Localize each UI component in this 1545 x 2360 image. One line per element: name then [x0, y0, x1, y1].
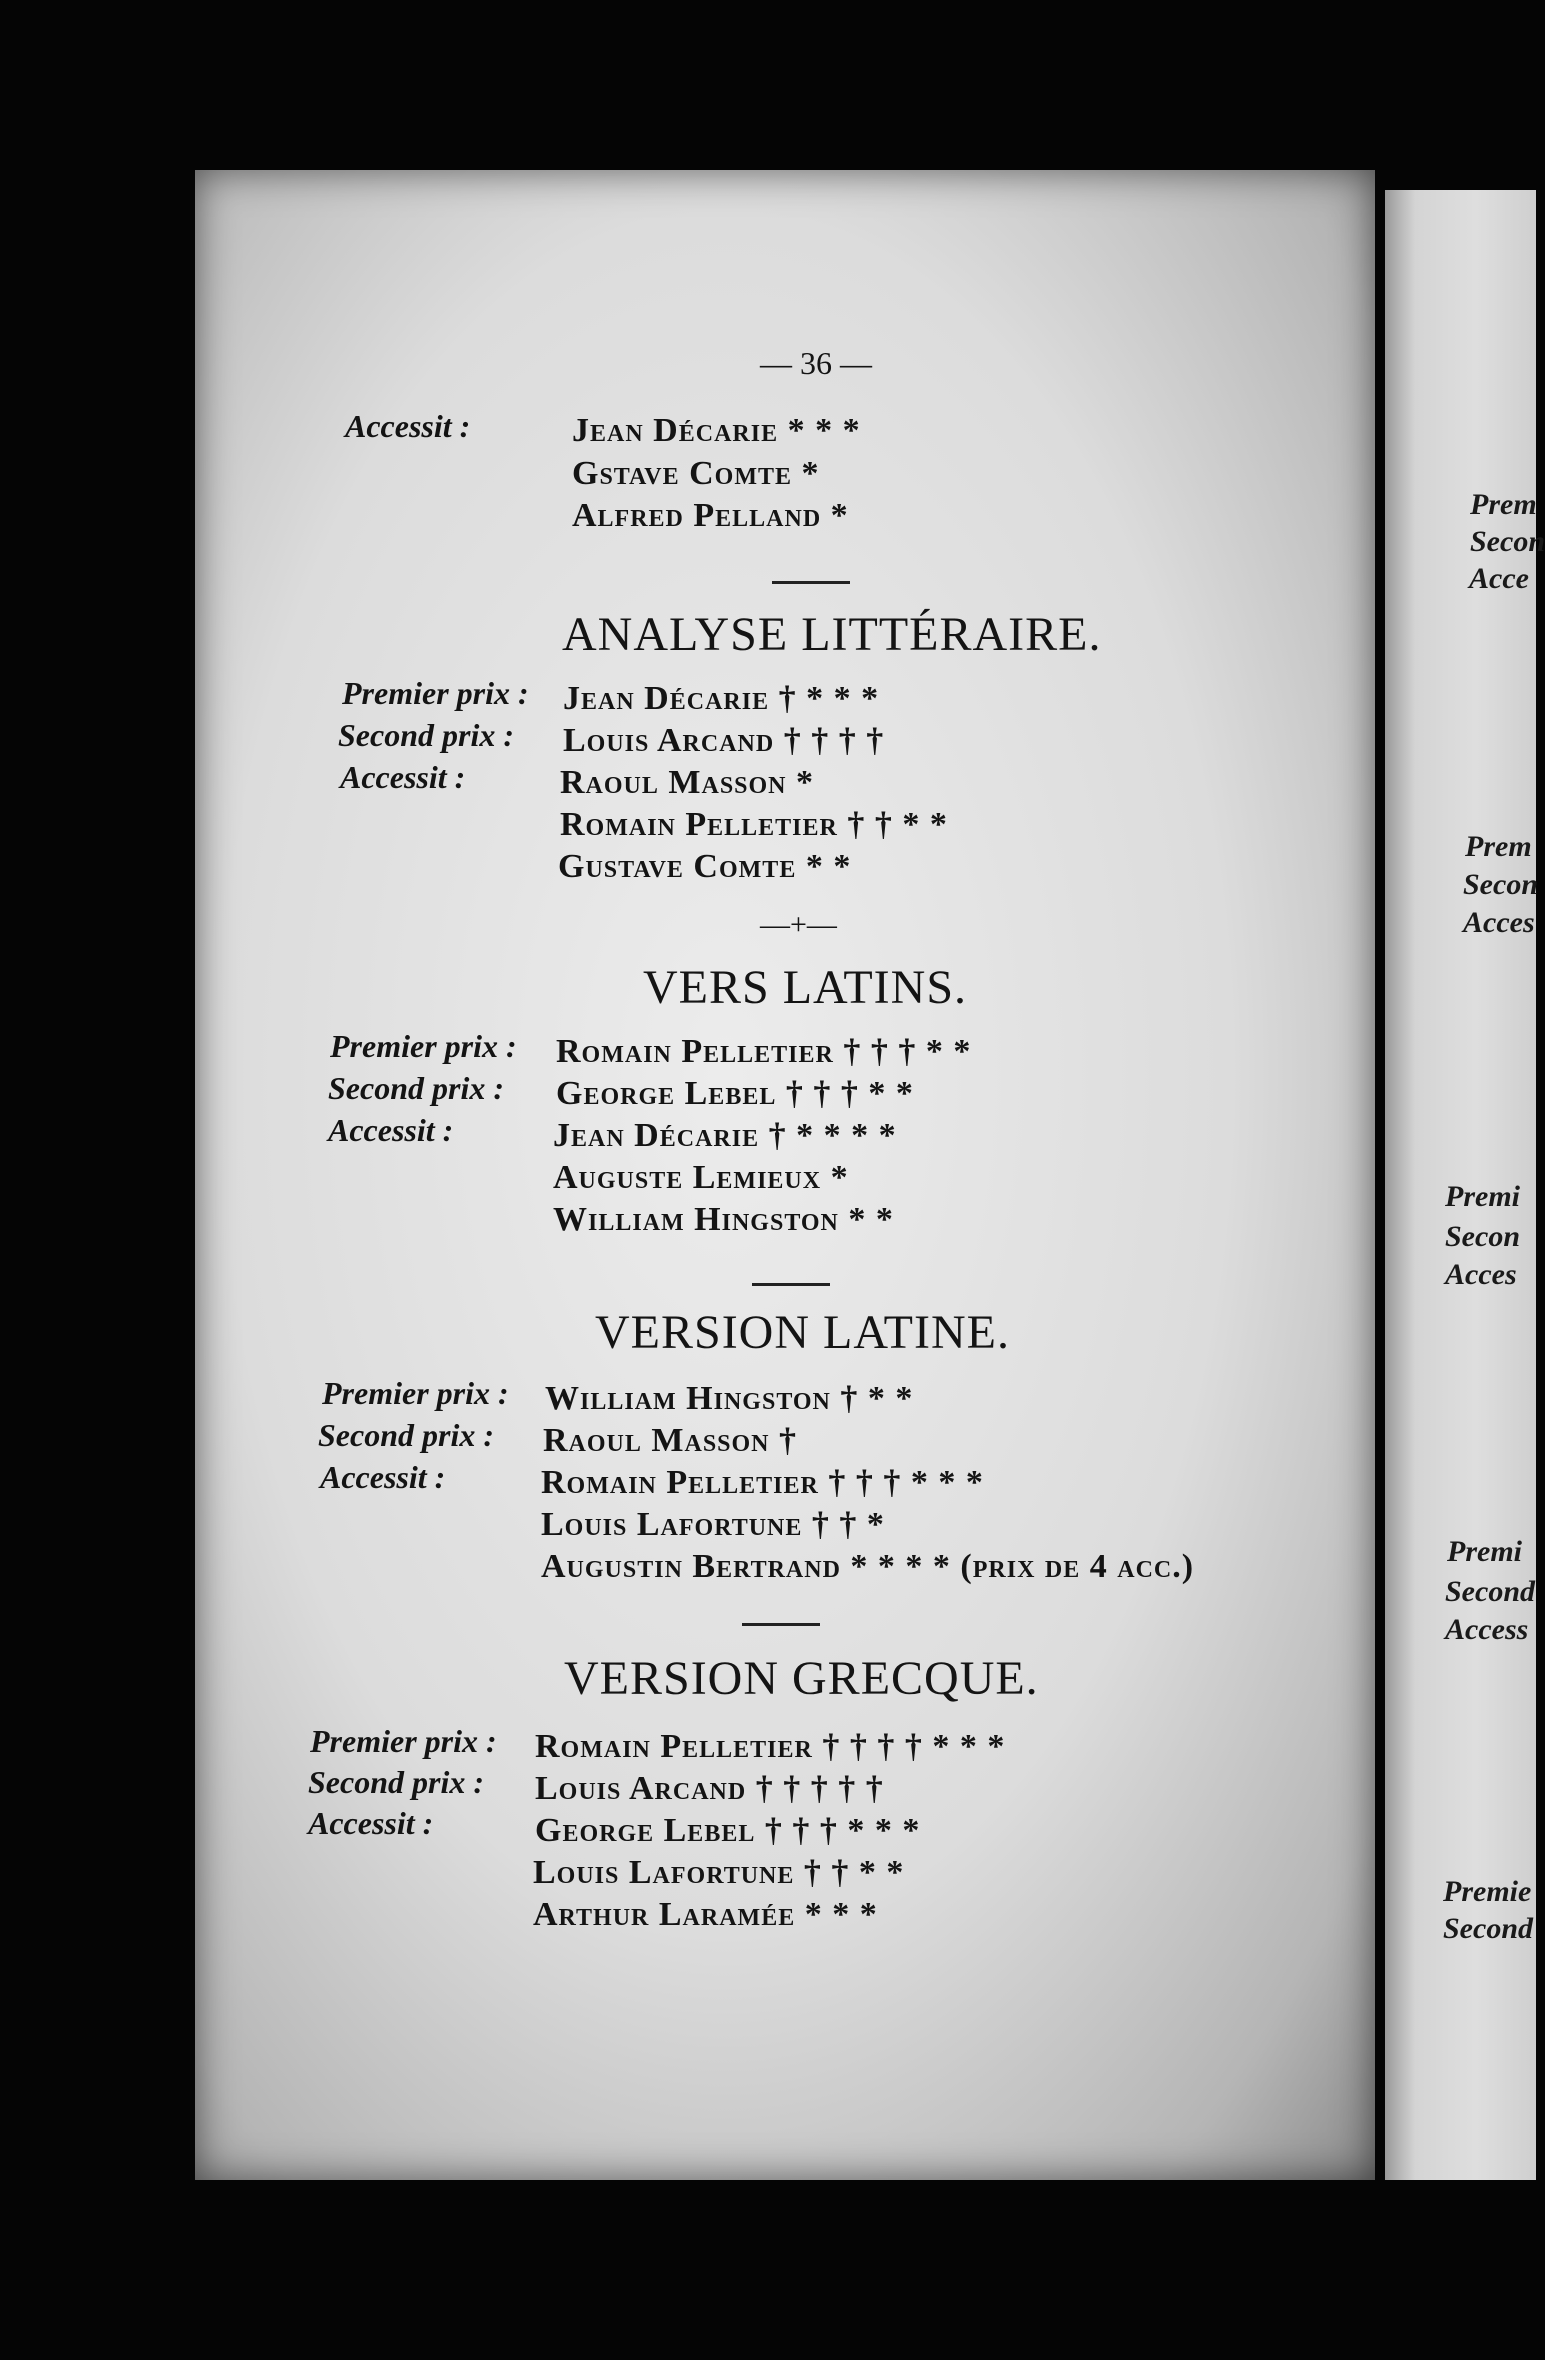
section-divider — [742, 1623, 820, 1626]
right-fragment-label: Premi — [1447, 1535, 1522, 1568]
right-fragment-label: Secon — [1470, 525, 1545, 558]
right-fragment-label: Second — [1443, 1912, 1533, 1945]
right-fragment-label: Acces — [1445, 1258, 1517, 1291]
second-prix-label: Second prix : — [328, 1070, 504, 1106]
right-fragment-label: Prem — [1465, 830, 1532, 863]
winner-entry: Jean Décarie * * * — [572, 412, 861, 449]
accessit-label: Accessit : — [320, 1459, 446, 1495]
winner-entry: Louis Arcand † † † † † — [535, 1770, 884, 1807]
winner-entry: Arthur Laramée * * * — [533, 1896, 878, 1933]
winner-entry: Louis Arcand † † † † — [563, 722, 885, 759]
winner-entry: Romain Pelletier † † * * — [560, 806, 948, 843]
accessit-label: Accessit : — [340, 759, 466, 795]
second-prix-label: Second prix : — [308, 1764, 484, 1800]
right-fragment-label: Prem — [1470, 488, 1537, 521]
winner-entry: Gustave Comte * * — [558, 848, 852, 885]
winner-entry: Raoul Masson * — [560, 764, 815, 801]
winner-entry: Jean Décarie † * * * — [563, 680, 880, 717]
section-title: VERS LATINS. — [643, 961, 968, 1014]
winner-entry: Augustin Bertrand * * * * (prix de 4 acc.) — [541, 1548, 1195, 1585]
winner-entry: Jean Décarie † * * * * — [553, 1117, 897, 1154]
second-prix-label: Second prix : — [318, 1417, 494, 1453]
section-title: VERSION LATINE. — [595, 1306, 1010, 1359]
second-prix-label: Second prix : — [338, 717, 514, 753]
premier-prix-label: Premier prix : — [330, 1028, 517, 1064]
winner-entry: George Lebel † † † * * * — [535, 1812, 921, 1849]
section-title: ANALYSE LITTÉRAIRE. — [562, 608, 1102, 661]
winner-entry: Romain Pelletier † † † † * * * — [535, 1728, 1006, 1765]
right-fragment-label: Secon — [1445, 1220, 1520, 1253]
winner-entry: Romain Pelletier † † † * * — [556, 1033, 972, 1070]
winner-entry: Alfred Pelland * — [572, 497, 849, 534]
winner-entry: George Lebel † † † * * — [556, 1075, 914, 1112]
section-divider — [772, 581, 850, 584]
accessit-label: Accessit : — [308, 1805, 434, 1841]
section-divider — [752, 1283, 830, 1286]
right-fragment-label: Second — [1445, 1575, 1535, 1608]
section-divider: —+— — [760, 908, 837, 941]
winner-entry: Louis Lafortune † † * — [541, 1506, 885, 1543]
page-right-fragment — [1385, 190, 1545, 2180]
winner-entry: William Hingston † * * — [545, 1380, 914, 1417]
winner-entry: Louis Lafortune † † * * — [533, 1854, 905, 1891]
premier-prix-label: Premier prix : — [342, 675, 529, 711]
right-fragment-label: Premie — [1443, 1875, 1532, 1908]
right-fragment-label: Secon — [1463, 868, 1538, 901]
right-fragment-label: Access — [1445, 1613, 1529, 1646]
winner-entry: William Hingston * * — [553, 1201, 894, 1238]
winner-entry: Romain Pelletier † † † * * * — [541, 1464, 984, 1501]
section-title: VERSION GRECQUE. — [564, 1652, 1039, 1705]
winner-entry: Raoul Masson † — [543, 1422, 798, 1459]
right-fragment-label: Acce — [1469, 562, 1529, 595]
right-fragment-label: Premi — [1445, 1180, 1520, 1213]
accessit-label: Accessit : — [345, 408, 471, 444]
right-fragment-label: Acces — [1463, 906, 1535, 939]
winner-entry: Gstave Comte * — [572, 455, 820, 492]
premier-prix-label: Premier prix : — [322, 1375, 509, 1411]
premier-prix-label: Premier prix : — [310, 1723, 497, 1759]
page-number: — 36 — — [760, 345, 872, 381]
winner-entry: Auguste Lemieux * — [553, 1159, 849, 1196]
accessit-label: Accessit : — [328, 1112, 454, 1148]
